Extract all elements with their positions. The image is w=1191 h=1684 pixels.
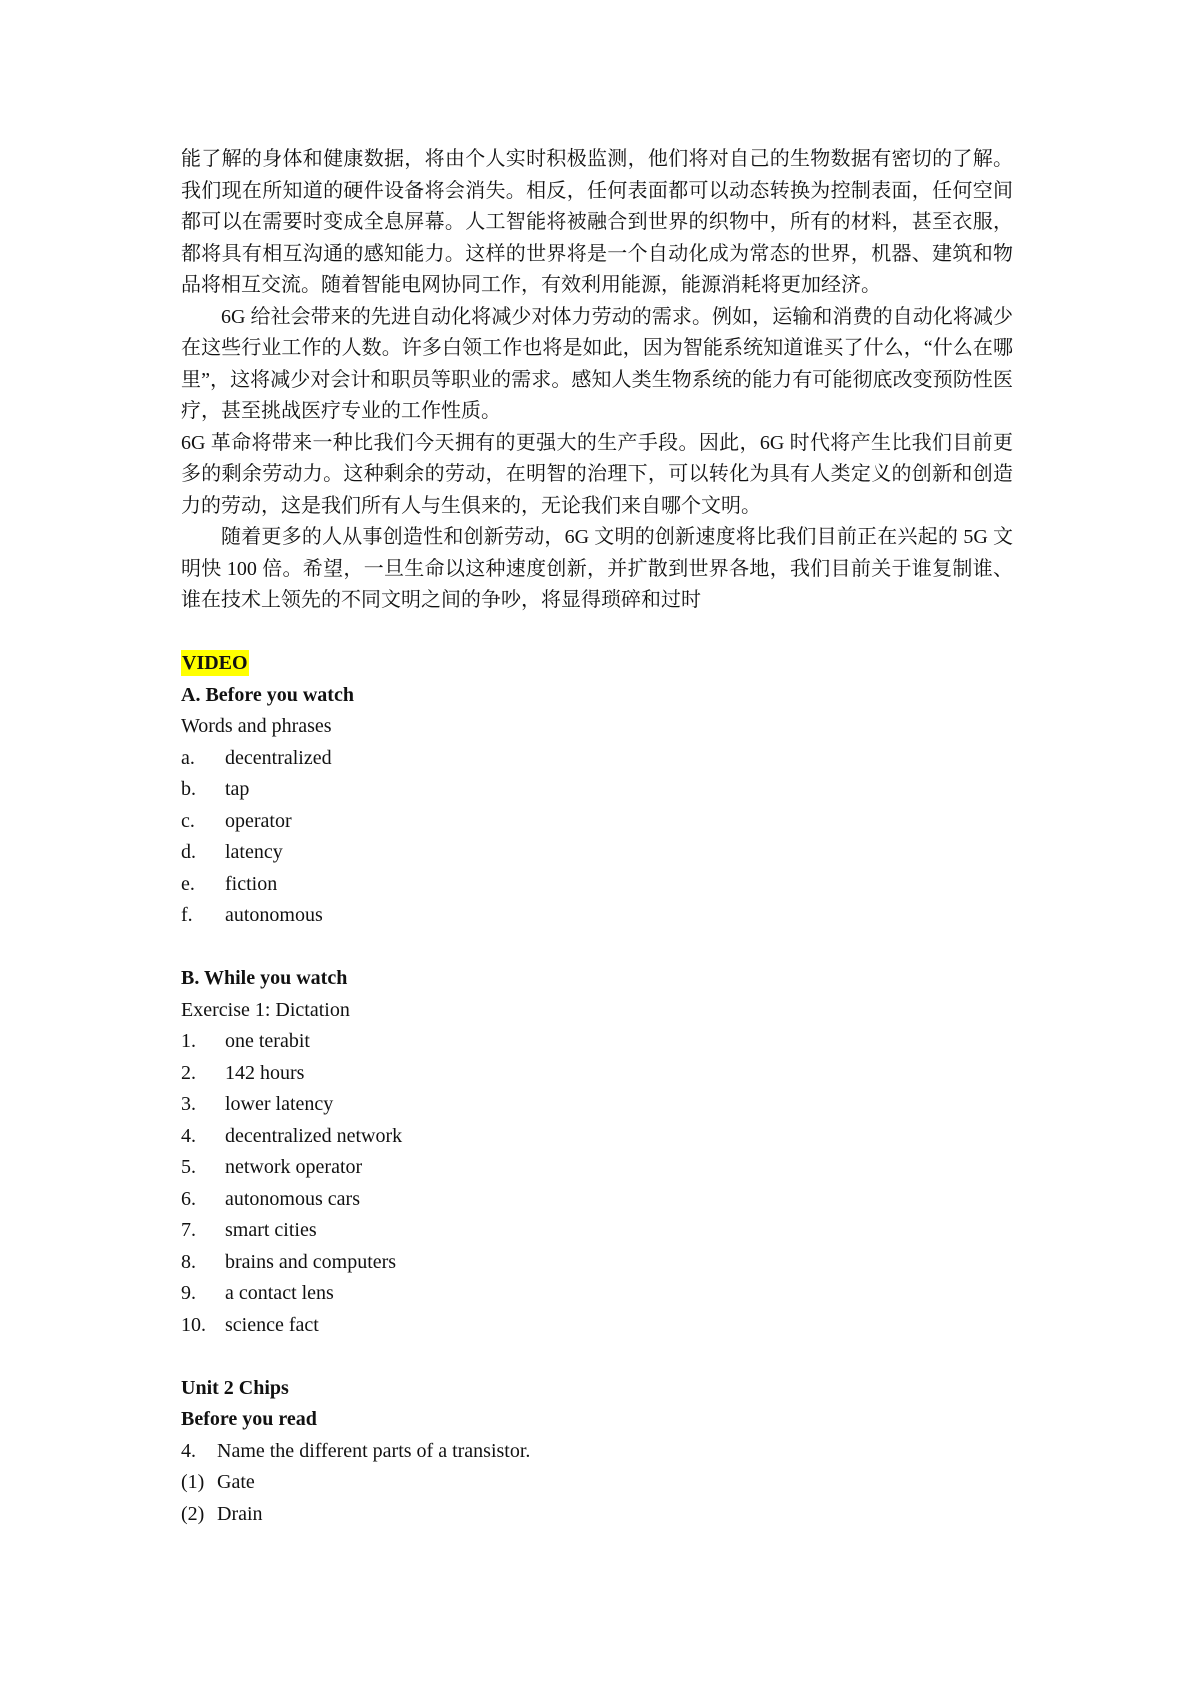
list-text: a contact lens	[225, 1282, 334, 1304]
list-item	[181, 1026, 1013, 1058]
list-item	[181, 837, 1013, 869]
list-marker: 10.	[181, 1313, 206, 1336]
list-text: 142 hours	[225, 1061, 305, 1084]
list-text: tap	[225, 778, 250, 800]
section-b-subheading: Exercise 1: Dictation	[181, 998, 350, 1021]
list-item	[181, 1310, 1013, 1342]
list-marker: b.	[181, 778, 196, 800]
dictation-list	[181, 1026, 1013, 1341]
list-item	[181, 869, 1013, 901]
list-marker: 7.	[181, 1219, 196, 1241]
list-text: autonomous cars	[225, 1187, 360, 1210]
list-marker: (1)	[181, 1471, 205, 1493]
list-marker: 4.	[181, 1124, 196, 1147]
paragraph-2: 6G 给社会带来的先进自动化将减少对体力劳动的需求。例如，运输和消费的自动化将减少在这些行业工作的人数。许多白领工作也将是如此，因为智能系统知道谁买了什么，“什么在哪里”，这将减少对会计和职员等职业的需求。感知人类生物系统的能力有可能彻底改变预防性医疗，甚至挑战医疗专业的工作性质。	[181, 305, 1013, 422]
list-marker: (2)	[181, 1502, 205, 1525]
section-a-heading: A. Before you watch	[181, 683, 354, 706]
list-marker: c.	[181, 809, 195, 832]
list-item	[181, 1152, 1013, 1184]
list-item	[181, 1499, 1013, 1531]
unit-subheading: Before you read	[181, 1408, 317, 1430]
section-b-heading: B. While you watch	[181, 967, 348, 989]
list-item	[181, 1467, 1013, 1499]
list-item	[181, 1215, 1013, 1247]
list-marker: f.	[181, 904, 193, 926]
list-item	[181, 1121, 1013, 1153]
list-item	[181, 1089, 1013, 1121]
list-marker: 8.	[181, 1250, 196, 1273]
question-item	[181, 1436, 1013, 1468]
list-text: Drain	[217, 1502, 263, 1525]
list-text: network operator	[225, 1156, 363, 1178]
list-item	[181, 774, 1013, 806]
list-text: smart cities	[225, 1219, 317, 1241]
list-item	[181, 1247, 1013, 1279]
question-text: Name the different parts of a transistor.	[217, 1439, 531, 1462]
list-marker: a.	[181, 746, 195, 769]
list-item	[181, 743, 1013, 775]
list-marker: e.	[181, 872, 195, 895]
list-marker: 1.	[181, 1030, 196, 1052]
list-item	[181, 1184, 1013, 1216]
paragraph-3: 6G 革命将带来一种比我们今天拥有的更强大的生产手段。因此，6G 时代将产生比我们目前更多的剩余劳动力。这种剩余的劳动，在明智的治理下，可以转化为具有人类定义的创新和创造力的劳动，这是我们所有人与生俱来的，无论我们来自哪个文明。	[181, 431, 1013, 517]
list-marker: 6.	[181, 1187, 196, 1210]
list-item	[181, 806, 1013, 838]
section-a-subheading: Words and phrases	[181, 715, 332, 737]
list-marker: 3.	[181, 1093, 196, 1115]
paragraph-1: 能了解的身体和健康数据，将由个人实时积极监测，他们将对自己的生物数据有密切的了解。我们现在所知道的硬件设备将会消失。相反，任何表面都可以动态转换为控制表面，任何空间都可以在需要时变成全息屏幕。人工智能将被融合到世界的织物中，所有的材料，甚至衣服，都将具有相互沟通的感知能力。这样的世界将是一个自动化成为常态的世界，机器、建筑和物品将相互交流。随着智能电网协同工作，有效利用能源，能源消耗将更加经济。	[181, 148, 1013, 296]
list-item	[181, 900, 1013, 932]
paragraph-4: 随着更多的人从事创造性和创新劳动，6G 文明的创新速度将比我们目前正在兴起的 5G 文明快 100 倍。希望，一旦生命以这种速度创新，并扩散到世界各地，我们目前关于谁复制谁、谁在技术上领先的不同文明之间的争吵，将显得琐碎和过时	[181, 526, 1013, 611]
list-marker: 4.	[181, 1439, 196, 1462]
list-item	[181, 1058, 1013, 1090]
list-text: lower latency	[225, 1093, 334, 1115]
list-text: autonomous	[225, 904, 323, 926]
list-text: latency	[225, 841, 283, 863]
list-text: Gate	[217, 1471, 255, 1493]
article-body	[181, 144, 1013, 617]
unit-2-section	[181, 1373, 1013, 1531]
list-text: decentralized	[225, 746, 332, 769]
list-item	[181, 1278, 1013, 1310]
list-text: one terabit	[225, 1030, 310, 1052]
document-page	[181, 144, 1013, 1530]
list-marker: d.	[181, 841, 196, 863]
video-section	[181, 648, 1013, 1341]
video-highlight-tag: VIDEO	[182, 652, 248, 674]
list-text: fiction	[225, 872, 278, 895]
list-text: science fact	[225, 1313, 319, 1336]
list-marker: 2.	[181, 1061, 196, 1084]
list-marker: 9.	[181, 1282, 196, 1304]
list-marker: 5.	[181, 1156, 196, 1178]
list-text: brains and computers	[225, 1250, 397, 1273]
question-list	[181, 1436, 1013, 1531]
list-text: decentralized network	[225, 1124, 403, 1147]
unit-title: Unit 2 Chips	[181, 1376, 289, 1399]
words-and-phrases-list	[181, 743, 1013, 932]
list-text: operator	[225, 809, 292, 832]
